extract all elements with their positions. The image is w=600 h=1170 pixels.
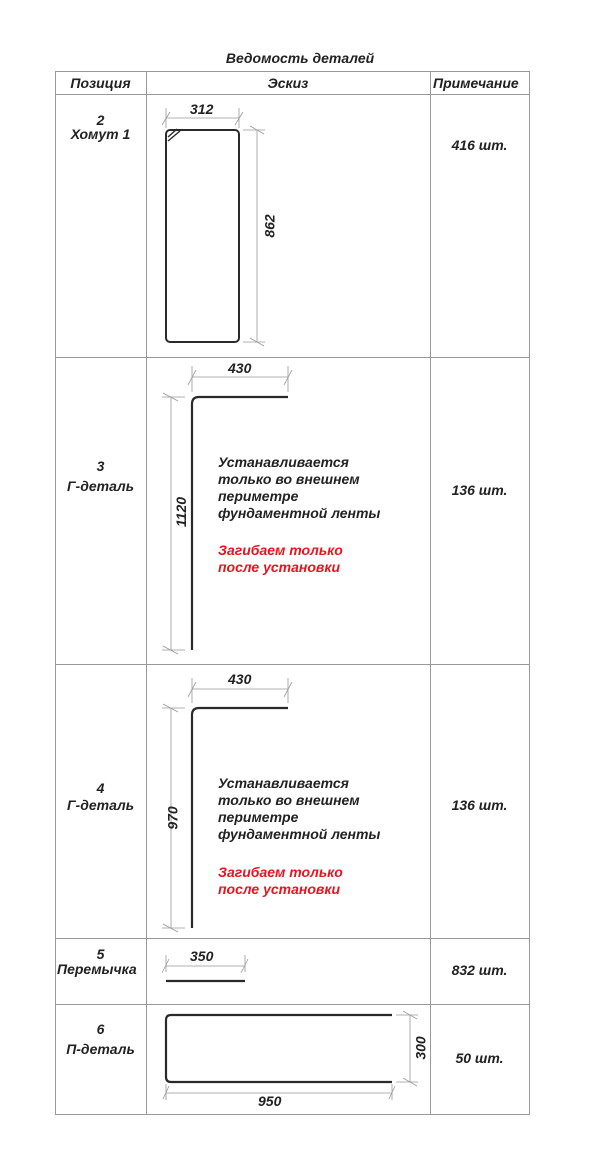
row-name: П-деталь bbox=[66, 1041, 135, 1057]
row-note: 832 шт. bbox=[451, 962, 508, 978]
header-sketch: Эскиз bbox=[267, 75, 309, 91]
row-number: 3 bbox=[96, 458, 105, 474]
row-note: 136 шт. bbox=[451, 482, 508, 498]
warning-text bbox=[218, 864, 343, 898]
row-number: 2 bbox=[96, 112, 105, 128]
instruction-line: только во внешнем bbox=[218, 792, 360, 808]
header-note: Примечание bbox=[433, 75, 519, 91]
instruction-line: фундаментной ленты bbox=[218, 826, 381, 842]
sketch-stirrup bbox=[162, 108, 265, 346]
dim-label-width: 430 bbox=[228, 360, 252, 376]
u-bar-shape bbox=[166, 1015, 392, 1082]
instruction-line: фундаментной ленты bbox=[218, 505, 381, 521]
dim-label-width: 950 bbox=[258, 1093, 282, 1109]
dim-label-height: 862 bbox=[261, 214, 278, 238]
dim-label-height: 970 bbox=[164, 806, 181, 830]
instruction-line: только во внешнем bbox=[218, 471, 360, 487]
stirrup-shape bbox=[166, 130, 239, 342]
row-number: 5 bbox=[96, 946, 105, 962]
dim-label-width: 312 bbox=[190, 101, 214, 117]
instruction-line: периметре bbox=[218, 488, 299, 504]
warning-text bbox=[218, 542, 343, 576]
instruction-text bbox=[218, 454, 380, 522]
warning-line: после установки bbox=[218, 881, 341, 897]
table-title: Ведомость деталей bbox=[225, 50, 375, 66]
header-position: Позиция bbox=[70, 75, 131, 91]
sketch-u-bar bbox=[163, 1011, 418, 1100]
row-note: 416 шт. bbox=[451, 137, 508, 153]
warning-line: Загибаем только bbox=[218, 542, 343, 558]
row-name: Перемычка bbox=[57, 961, 137, 977]
warning-line: Загибаем только bbox=[218, 864, 343, 880]
dim-label-height: 300 bbox=[412, 1036, 429, 1060]
row-name: Хомут 1 bbox=[70, 126, 131, 142]
row-number: 6 bbox=[96, 1021, 105, 1037]
row-name: Г-деталь bbox=[66, 797, 135, 813]
instruction-text bbox=[218, 775, 380, 843]
dim-label-height: 1120 bbox=[173, 496, 190, 528]
row-note: 136 шт. bbox=[451, 797, 508, 813]
dim-label-width: 430 bbox=[228, 671, 252, 687]
instruction-line: периметре bbox=[218, 809, 299, 825]
row-note: 50 шт. bbox=[455, 1050, 504, 1066]
row-number: 4 bbox=[96, 780, 105, 796]
instruction-line: Устанавливается bbox=[218, 775, 349, 791]
row-name: Г-деталь bbox=[66, 478, 135, 494]
l-bar-shape bbox=[192, 397, 288, 650]
dim-label-width: 350 bbox=[190, 948, 214, 964]
instruction-line: Устанавливается bbox=[218, 454, 349, 470]
warning-line: после установки bbox=[218, 559, 341, 575]
